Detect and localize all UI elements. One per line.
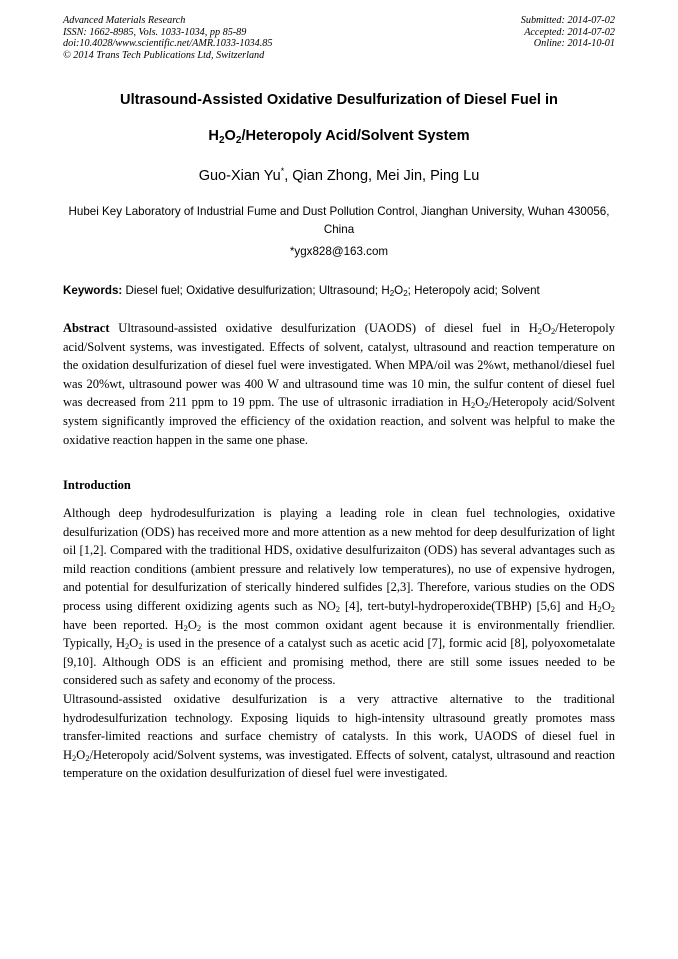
author-list bbox=[40, 168, 638, 184]
keywords: Keywords: Diesel fuel; Oxidative desulfurization; Ultrasound; $H_2O_2$; Heteropoly acid; Solvent bbox=[63, 284, 540, 298]
journal-info bbox=[63, 15, 272, 61]
date-submitted: Submitted: 2014-07-02 bbox=[520, 15, 615, 26]
journal-copyright: © 2014 Trans Tech Publications Ltd, Switzerland bbox=[63, 49, 265, 61]
corresponding-email: *ygx828@163.com bbox=[289, 245, 389, 258]
journal-doi: doi:10.4028/www.scientific.net/AMR.1033-1034.85 bbox=[63, 38, 273, 50]
author-others: , Qian Zhong, Mei Jin, Ping Lu bbox=[284, 168, 480, 184]
section-heading-introduction: Introduction bbox=[63, 478, 131, 492]
intro-paragraph-2: Ultrasound-assisted oxidative desulfurization is a very attractive alternative to the traditional hydrodesulfurization technology. Exposing liquids to high-intensity ultrasound greatly promotes mass transfer-limited reactions and surface chemistry of catalysts. In this work, UAODS of diesel fuel in $H_2O_2$/Heteropoly acid/Solvent systems, was investigated. Effects of solvent, catalyst, ultrasound and reaction temperature on the oxidation desulfurization of diesel fuel were investigated. bbox=[63, 691, 615, 781]
corresponding-mark: * bbox=[280, 166, 285, 176]
paper-title-line-2: $H_2O_2$/Heteropoly Acid/Solvent System bbox=[208, 128, 470, 146]
date-accepted: Accepted: 2014-07-02 bbox=[524, 26, 615, 38]
author-corresponding: Guo-Xian Yu bbox=[198, 168, 281, 184]
date-online: Online: 2014-10-01 bbox=[533, 38, 615, 50]
journal-name: Advanced Materials Research bbox=[63, 15, 186, 26]
keywords-label: Keywords: bbox=[63, 284, 123, 297]
abstract-label: Abstract bbox=[63, 321, 110, 335]
paper-title-line-1: Ultrasound-Assisted Oxidative Desulfurization of Diesel Fuel in bbox=[120, 92, 558, 108]
affiliation: Hubei Key Laboratory of Industrial Fume and Dust Pollution Control, Jianghan University, Wuhan 430056, China bbox=[68, 205, 610, 236]
journal-issn: ISSN: 1662-8985, Vols. 1033-1034, pp 85-89 bbox=[63, 26, 247, 38]
abstract: Abstract Ultrasound-assisted oxidative desulfurization (UAODS) of diesel fuel in $H_2O_2$/Heteropoly acid/Solvent systems, was investigated. Effects of solvent, catalyst, ultrasound and reaction temperature on the oxidation desulfurization of diesel fuel were investigated. When MPA/oil was 2%wt, methanol/diesel fuel was 20%wt, ultrasound power was 400 W and ultrasound time was 10 min, the sulfur content of diesel fuel was decreased from 211 ppm to 19 ppm. The use of ultrasonic irradiation in $H_2O_2$/Heteropoly acid/Solvent system significantly improved the efficiency of the oxidation reaction, and solvent was helpful to make the oxidative reaction happen in the same one phase. bbox=[63, 321, 615, 447]
intro-paragraph-1: Although deep hydrodesulfurization is playing a leading role in clean fuel technologies, oxidative desulfurization (ODS) has received more and more attention as a new mehtod for deep desulfurization of light oil [1,2]. Compared with the traditional HDS, oxidative desulfurizaiton (ODS) has several advantages such as mild reaction conditions (ambient pressure and relatively low temperatures), no use of expensive hydrogen, and potential for desulfurization of sterically hindered sulfides [2,3]. Therefore, various studies on the ODS process using different oxidizing agents such as $NO_2$ [4], tert-butyl-hydroperoxide(TBHP) [5,6] and $H_2O_2$ have been reported. $H_2O_2$ is the most common oxidant agent because it is environmentally friendlier. Typically, $H_2O_2$ is used in the presence of a catalyst such as acetic acid [7], formic acid [8], polyoxometalate [9,10]. Although ODS is an efficient and promising method, there are still some issues needed to be considered such as safety and economy of the process. bbox=[63, 506, 615, 688]
introduction-body bbox=[63, 504, 615, 783]
publication-dates bbox=[521, 15, 615, 50]
